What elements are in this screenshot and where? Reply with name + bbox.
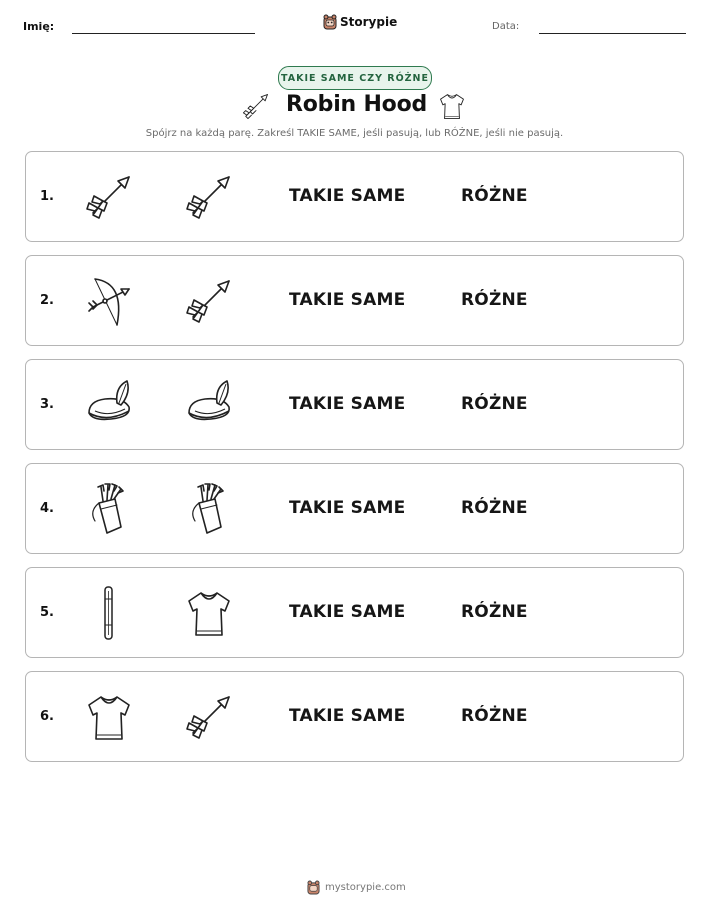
quiver-icon (81, 481, 137, 537)
question-row (25, 255, 684, 346)
worksheet-type-badge: TAKIE SAME CZY RÓŻNE (278, 66, 432, 90)
question-number: 2. (40, 293, 54, 308)
question-row (25, 359, 684, 450)
tunic-icon (181, 585, 237, 641)
brand-logo (323, 14, 397, 30)
bow-icon (81, 273, 137, 329)
arrow-icon (181, 169, 237, 225)
arrow-icon (181, 273, 237, 329)
staff-icon (81, 585, 137, 641)
question-row (25, 463, 684, 554)
question-row (25, 151, 684, 242)
storypie-mascot-icon (323, 14, 337, 30)
name-field-line[interactable] (72, 33, 255, 34)
tunic-icon (81, 689, 137, 745)
question-number: 6. (40, 709, 54, 724)
option-different[interactable]: RÓŻNE (461, 498, 528, 518)
instructions: Spójrz na każdą parę. Zakreśl TAKIE SAME, jeśli pasują, lub RÓŻNE, jeśli nie pasują. (145, 128, 564, 139)
arrow-icon (181, 689, 237, 745)
option-different[interactable]: RÓŻNE (461, 394, 528, 414)
footer-mascot-icon (307, 880, 320, 895)
option-same[interactable]: TAKIE SAME (289, 498, 406, 518)
quiver-icon (181, 481, 237, 537)
option-same[interactable]: TAKIE SAME (289, 290, 406, 310)
option-different[interactable]: RÓŻNE (461, 706, 528, 726)
name-label: Imię: (23, 20, 55, 33)
feathered-hat-icon (81, 377, 137, 433)
option-different[interactable]: RÓŻNE (461, 186, 528, 206)
page-title: Robin Hood (286, 92, 428, 117)
title-arrow-icon (240, 90, 272, 122)
option-same[interactable]: TAKIE SAME (289, 394, 406, 414)
title-tunic-icon (436, 90, 468, 122)
option-same[interactable]: TAKIE SAME (289, 602, 406, 622)
question-row (25, 567, 684, 658)
question-number: 3. (40, 397, 54, 412)
question-number: 4. (40, 501, 54, 516)
date-field-line[interactable] (539, 33, 686, 34)
question-row (25, 671, 684, 762)
option-same[interactable]: TAKIE SAME (289, 186, 406, 206)
footer-url[interactable]: mystorypie.com (325, 882, 406, 893)
option-different[interactable]: RÓŻNE (461, 602, 528, 622)
date-label: Data: (492, 21, 520, 32)
question-number: 5. (40, 605, 54, 620)
option-different[interactable]: RÓŻNE (461, 290, 528, 310)
arrow-icon (81, 169, 137, 225)
option-same[interactable]: TAKIE SAME (289, 706, 406, 726)
footer (307, 880, 406, 895)
question-number: 1. (40, 189, 54, 204)
feathered-hat-icon (181, 377, 237, 433)
brand-name: Storypie (340, 15, 398, 29)
